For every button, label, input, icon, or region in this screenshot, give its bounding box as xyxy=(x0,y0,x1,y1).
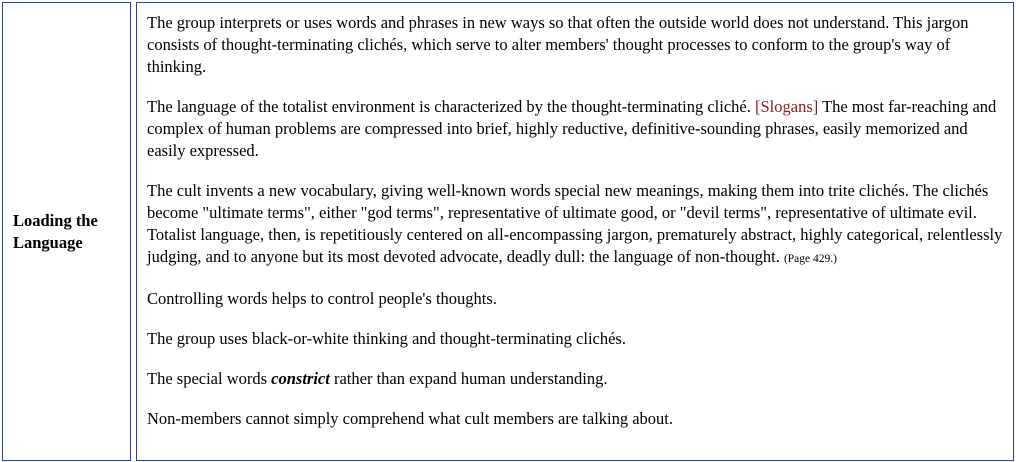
term-line-1: Loading the xyxy=(13,210,98,230)
slogans-link[interactable]: [Slogans] xyxy=(755,97,819,116)
paragraph-1-text: The group interprets or uses words and phrases in new ways so that often the outside world does not understand. This jargon consists of thought-terminating clichés, which serve to alter members' thought processes to conform to the group's way of thinking. xyxy=(147,13,969,76)
paragraph-new-vocabulary xyxy=(147,180,1003,270)
term-heading xyxy=(13,210,98,254)
paragraph-totalist-language xyxy=(147,96,1003,162)
term-line-2: Language xyxy=(13,232,83,252)
paragraph-black-white-thinking xyxy=(147,328,1003,350)
definition-cell xyxy=(136,2,1014,461)
page-citation: (Page 429.) xyxy=(783,253,837,265)
paragraph-7-text: Non-members cannot simply comprehend what cult members are talking about. xyxy=(147,409,674,428)
constrict-emphasis: constrict xyxy=(271,369,330,388)
term-cell xyxy=(2,2,131,461)
paragraph-jargon xyxy=(147,12,1003,78)
paragraph-non-members xyxy=(147,408,1003,430)
paragraph-controlling-words xyxy=(147,288,1003,310)
paragraph-6-text-before: The special words xyxy=(147,369,272,388)
paragraph-3-text: The cult invents a new vocabulary, giving well-known words special new meanings, making them into trite clichés. The clichés become "ultimate terms", either "god terms", representative of ultimate good, or "devil terms", representative of ultimate evil. Totalist language, then, is repetitiously centered on all-encompassing jargon, prematurely abstract, highly categorical, relentlessly judging, and to anyone but its most devoted advocate, deadly dull: the language of non-thought. xyxy=(147,181,1003,266)
paragraph-2-text-after: The most far-reaching and complex of human problems are compressed into brief, highly reductive, definitive-sounding phrases, easily memorized and easily expressed. xyxy=(147,97,997,160)
paragraph-5-text: The group uses black-or-white thinking and thought-terminating clichés. xyxy=(147,329,626,348)
paragraph-constrict xyxy=(147,368,1003,390)
paragraph-6-text-after: rather than expand human understanding. xyxy=(329,369,608,388)
paragraph-2-text-before: The language of the totalist environment is characterized by the thought-terminating cliché. xyxy=(147,97,755,116)
paragraph-4-text: Controlling words helps to control people's thoughts. xyxy=(147,289,497,308)
